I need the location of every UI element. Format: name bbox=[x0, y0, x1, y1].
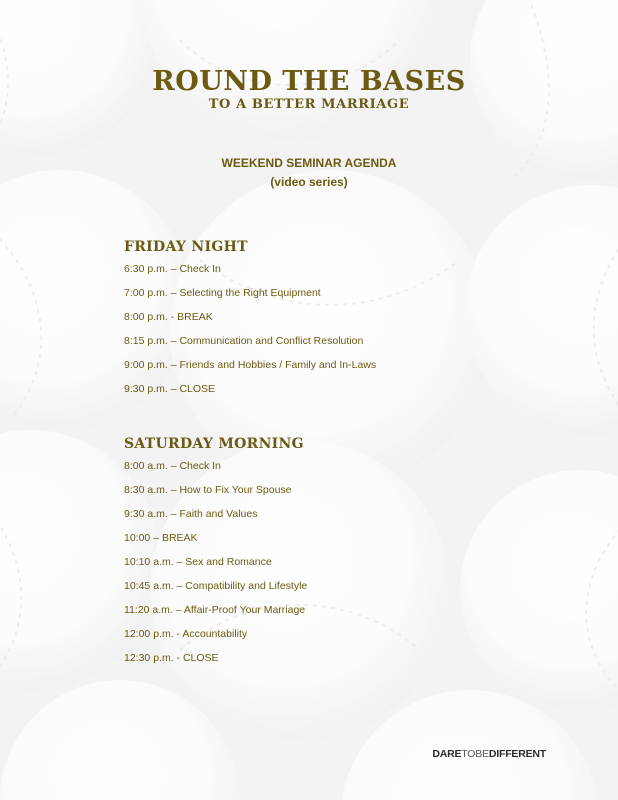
section-saturday-morning bbox=[124, 435, 564, 675]
page-subtitle: TO A BETTER MARRIAGE bbox=[208, 97, 410, 112]
agenda-item: 11:20 a.m. – Affair-Proof Your Marriage bbox=[124, 604, 306, 616]
agenda-item: 10:10 a.m. – Sex and Romance bbox=[124, 556, 272, 568]
agenda-item: 8:00 a.m. – Check In bbox=[124, 460, 221, 472]
section-heading: FRIDAY NIGHT bbox=[124, 239, 248, 255]
agenda-item: 8:30 a.m. – How to Fix Your Spouse bbox=[124, 484, 292, 496]
agenda-item: 7:00 p.m. – Selecting the Right Equipment bbox=[124, 287, 321, 299]
page-title: ROUND THE BASES bbox=[152, 66, 466, 97]
agenda-item: 6:30 p.m. – Check In bbox=[124, 263, 221, 275]
agenda-item: 12:00 p.m. - Accountability bbox=[124, 628, 248, 640]
agenda-item: 10:45 a.m. – Compatibility and Lifestyle bbox=[124, 580, 308, 592]
brand-word-dare: DARE bbox=[432, 748, 462, 760]
agenda-title: WEEKEND SEMINAR AGENDA bbox=[221, 156, 397, 170]
section-friday-night bbox=[124, 238, 564, 406]
agenda-item: 9:30 p.m. – CLOSE bbox=[124, 383, 216, 395]
agenda-item: 8:00 p.m. - BREAK bbox=[124, 311, 213, 323]
agenda-item: 9:00 p.m. – Friends and Hobbies / Family and In-Laws bbox=[124, 359, 377, 371]
agenda-item: 10:00 – BREAK bbox=[124, 532, 198, 544]
brand-word-tobe: TOBE bbox=[461, 748, 489, 760]
brand-logo bbox=[432, 748, 546, 760]
agenda-subtitle: (video series) bbox=[270, 175, 348, 189]
brand-word-different: DIFFERENT bbox=[488, 748, 546, 760]
agenda-item: 12:30 p.m. - CLOSE bbox=[124, 652, 219, 664]
agenda-item: 8:15 p.m. – Communication and Conflict Resolution bbox=[124, 335, 364, 347]
section-heading: SATURDAY MORNING bbox=[124, 436, 304, 452]
agenda-item: 9:30 a.m. – Faith and Values bbox=[124, 508, 258, 520]
